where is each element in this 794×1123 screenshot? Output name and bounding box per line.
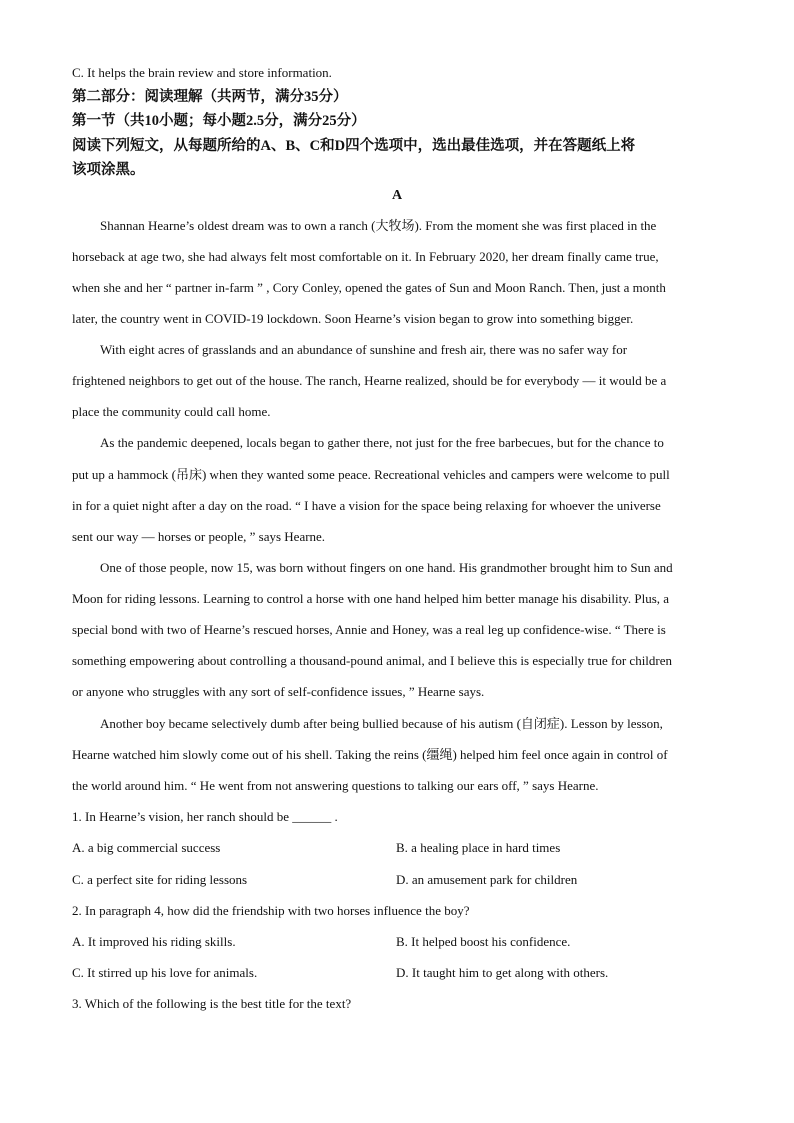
passage-line: One of those people, now 15, was born without fingers on one hand. His grandmother brought him to Sun and <box>100 560 673 575</box>
passage-line: special bond with two of Hearne’s rescued horses, Annie and Honey, was a real leg up confidence-wise. “ There is <box>72 622 666 637</box>
passage-line: something empowering about controlling a thousand-pound animal, and I believe this is especially true for children <box>72 653 673 668</box>
passage-line: in for a quiet night after a day on the road. “ I have a vision for the space being relaxing for whoever the universe <box>72 498 661 513</box>
section-header: 第二部分：阅读理解（共两节，满分35分） <box>72 89 348 105</box>
question-2-option-d: D. It taught him to get along with others. <box>396 965 609 980</box>
passage-line: put up a hammock (吊床) when they wanted some peace. Recreational vehicles and campers were welcome to pull <box>72 467 670 482</box>
instructions-line-2: 该项涂黑。 <box>72 162 145 178</box>
question-2-stem: 2. In paragraph 4, how did the friendship with two horses influence the boy? <box>72 903 470 918</box>
question-3-stem: 3. Which of the following is the best title for the text? <box>72 996 352 1011</box>
passage-line: the world around him. “ He went from not answering questions to talking our ears off, ” says Hearne. <box>72 778 599 793</box>
subsection-header: 第一节（共10小题；每小题2.5分，满分25分） <box>72 113 366 129</box>
passage-label: A <box>391 188 403 203</box>
previous-question-option-c: C. It helps the brain review and store information. <box>72 65 332 80</box>
question-2-option-b: B. It helped boost his confidence. <box>396 934 571 949</box>
passage-line: later, the country went in COVID-19 lockdown. Soon Hearne’s vision began to grow into something bigger. <box>72 311 634 326</box>
passage-line: when she and her “ partner in-farm ” , Cory Conley, opened the gates of Sun and Moon Ranch. Then, just a month <box>72 280 666 295</box>
passage-line: Shannan Hearne’s oldest dream was to own a ranch (大牧场). From the moment she was first placed in the <box>100 218 657 233</box>
question-1-option-b: B. a healing place in hard times <box>396 840 561 855</box>
passage-line: With eight acres of grasslands and an abundance of sunshine and fresh air, there was no safer way for <box>100 342 628 357</box>
instructions-line-1: 阅读下列短文，从每题所给的A、B、C和D四个选项中，选出最佳选项，并在答题纸上将 <box>72 138 636 154</box>
passage-line: place the community could call home. <box>72 404 271 419</box>
passage-line: Moon for riding lessons. Learning to control a horse with one hand helped him better manage his disability. Plus, a <box>72 591 670 606</box>
question-1-stem: 1. In Hearne’s vision, her ranch should be ______ . <box>72 809 338 824</box>
question-1-option-c: C. a perfect site for riding lessons <box>72 872 248 887</box>
passage-line: Another boy became selectively dumb after being bullied because of his autism (自闭症). Lesson by lesson, <box>100 716 663 731</box>
passage-line: Hearne watched him slowly come out of his shell. Taking the reins (缰绳) helped him feel once again in control of <box>72 747 668 762</box>
passage-line: frightened neighbors to get out of the house. The ranch, Hearne realized, should be for everybody — it would be a <box>72 373 667 388</box>
question-1-option-d: D. an amusement park for children <box>396 872 578 887</box>
question-2-option-a: A. It improved his riding skills. <box>72 934 236 949</box>
passage-line: sent our way — horses or people, ” says Hearne. <box>72 529 326 544</box>
question-1-option-a: A. a big commercial success <box>72 840 221 855</box>
question-2-option-c: C. It stirred up his love for animals. <box>72 965 258 980</box>
passage-line: or anyone who struggles with any sort of self-confidence issues, ” Hearne says. <box>72 684 485 699</box>
passage-line: horseback at age two, she had always felt most comfortable on it. In February 2020, her dream finally came true, <box>72 249 659 264</box>
passage-line: As the pandemic deepened, locals began to gather there, not just for the free barbecues, but for the chance to <box>100 435 664 450</box>
